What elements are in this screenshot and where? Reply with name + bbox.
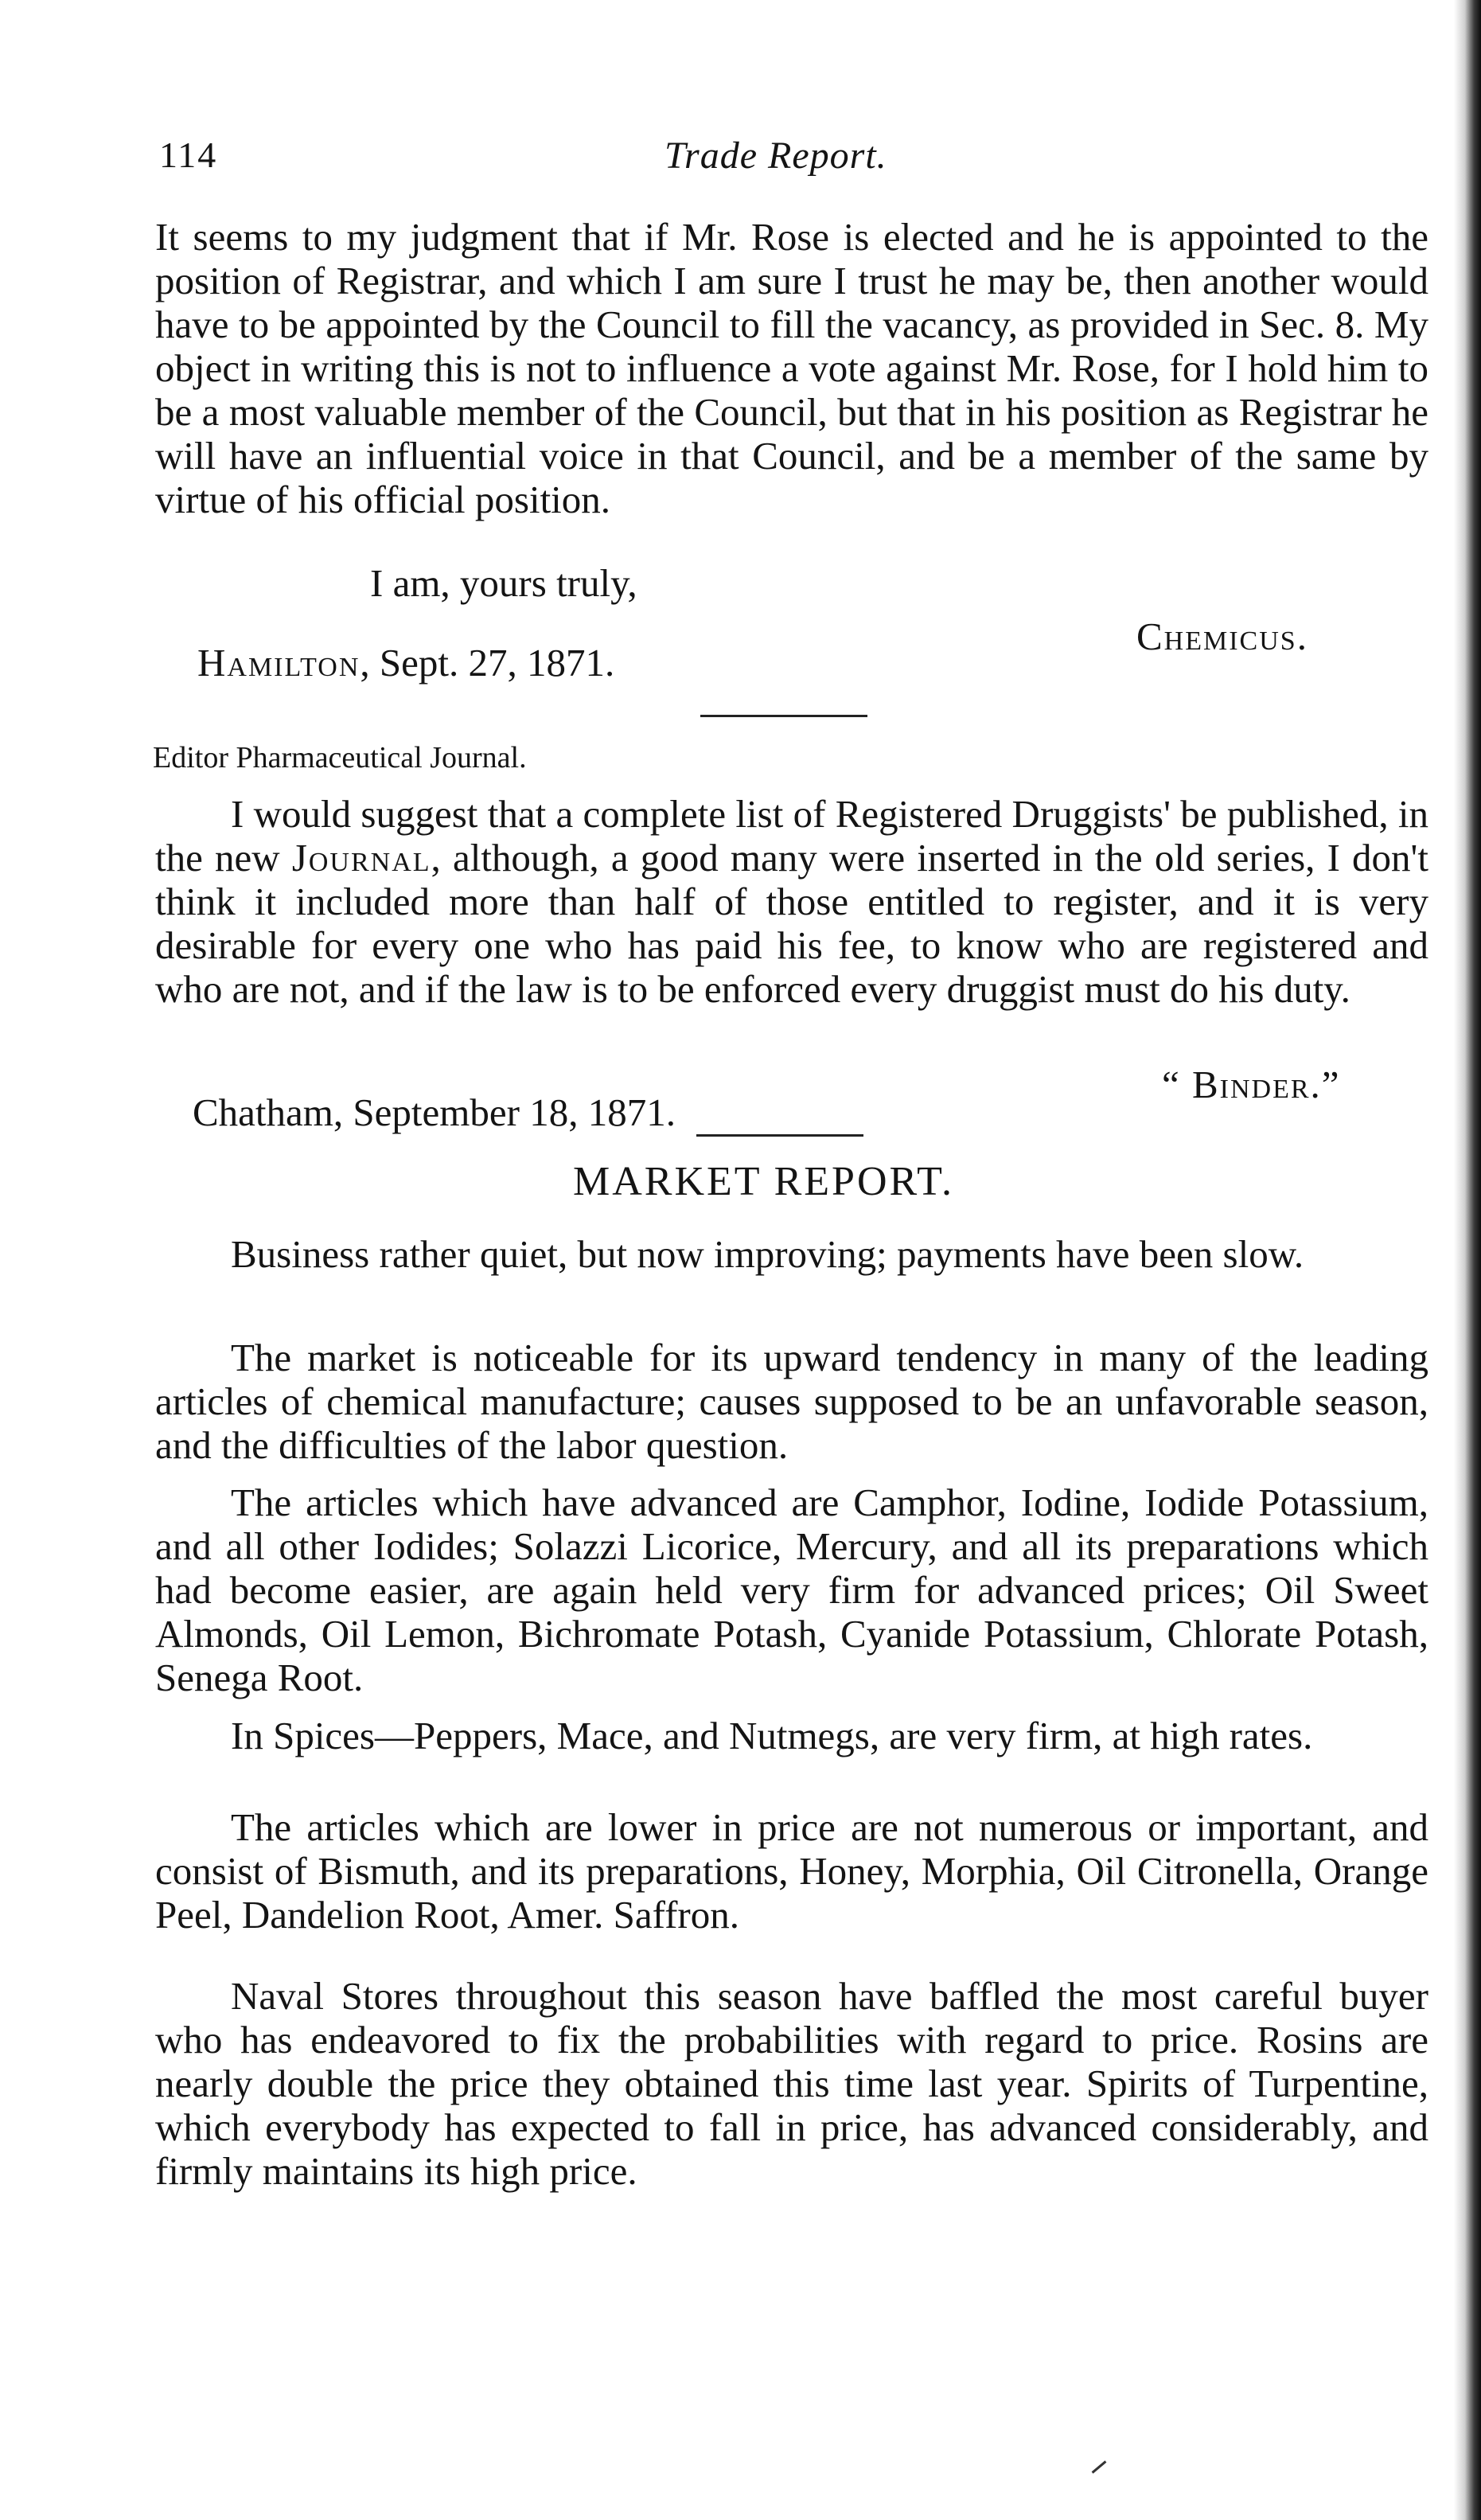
letter1-closing: I am, yours truly,: [370, 561, 637, 605]
market-paragraph: Naval Stores throughout this season have baffled the most careful buyer who has endeavored to fix the probabilities with regard to price. Rosins are nearly double the price they obtained this time last year. Spirits of Turpentine, which everybody has expected to fall in price, has advanced considerably, and firmly maintains its high price.: [155, 1974, 1428, 2193]
letter1-signature: Chemicus.: [1136, 614, 1308, 658]
market-paragraph: The articles which have advanced are Camphor, Iodine, Iodide Potassium, and all other Iodides; Solazzi Licorice, Mercury, and all its preparations which had become easier, are again held very firm for advanced prices; Oil Sweet Almonds, Oil Lemon, Bichromate Potash, Cyanide Potassium, Chlorate Potash, Senega Root.: [155, 1480, 1428, 1699]
market-report-heading: MARKET REPORT.: [573, 1159, 954, 1204]
binding-edge-shadow: [1454, 0, 1481, 2520]
letter1-place: Hamilton: [197, 641, 361, 685]
journal-name: Journal: [291, 836, 431, 880]
section-rule: [700, 715, 867, 717]
section-rule: [696, 1134, 863, 1137]
letter2-salutation: Editor Pharmaceutical Journal.: [153, 741, 527, 774]
letter2-body: [155, 792, 1428, 1011]
market-paragraph: The articles which are lower in price are not numerous or important, and consist of Bismuth, and its preparations, Honey, Morphia, Oil Citronella, Orange Peel, Dandelion Root, Amer. Saffron.: [155, 1805, 1428, 1937]
page-number: 114: [159, 135, 218, 175]
letter1-date: , Sept. 27, 1871.: [360, 641, 615, 685]
letter1-body: It seems to my judgment that if Mr. Rose is elected and he is appointed to the position of Registrar, and which I am sure I trust he may be, then another would have to be appointed by the Council to fill the vacancy, as provided in Sec. 8. My object in writing this is not to influence a vote against Mr. Rose, for I hold him to be a most valuable member of the Council, but that in his position as Registrar he will have an influential voice in that Council, and be a member of the same by virtue of his official position.: [155, 215, 1428, 521]
market-paragraph: In Spices—Peppers, Mace, and Nutmegs, are very firm, at high rates.: [231, 1714, 1313, 1757]
letter2-body-end: , although, a good many were inserted in the old series, I don't think it included more than half of those entitled to register, and it is very desirable for every one who has paid his fee, to know who are registered and who are not, and if the law is to be enforced every druggist must do his duty.: [155, 836, 1428, 1011]
letter2-body-start: I would suggest that a complete list of Registered Druggists' be published, in the new: [155, 792, 1428, 880]
stray-pen-mark: [1092, 2460, 1107, 2473]
running-title: Trade Report.: [665, 135, 887, 177]
letter1-dateline: [197, 641, 614, 685]
market-paragraph: The market is noticeable for its upward tendency in many of the leading articles of chemical manufacture; causes supposed to be an unfavorable season, and the difficulties of the labor question.: [155, 1336, 1428, 1467]
market-paragraph: Business rather quiet, but now improving; payments have been slow.: [231, 1232, 1304, 1276]
letter2-signature: “ Binder.”: [1162, 1063, 1341, 1106]
letter2-dateline: Chatham, September 18, 1871.: [193, 1090, 676, 1134]
